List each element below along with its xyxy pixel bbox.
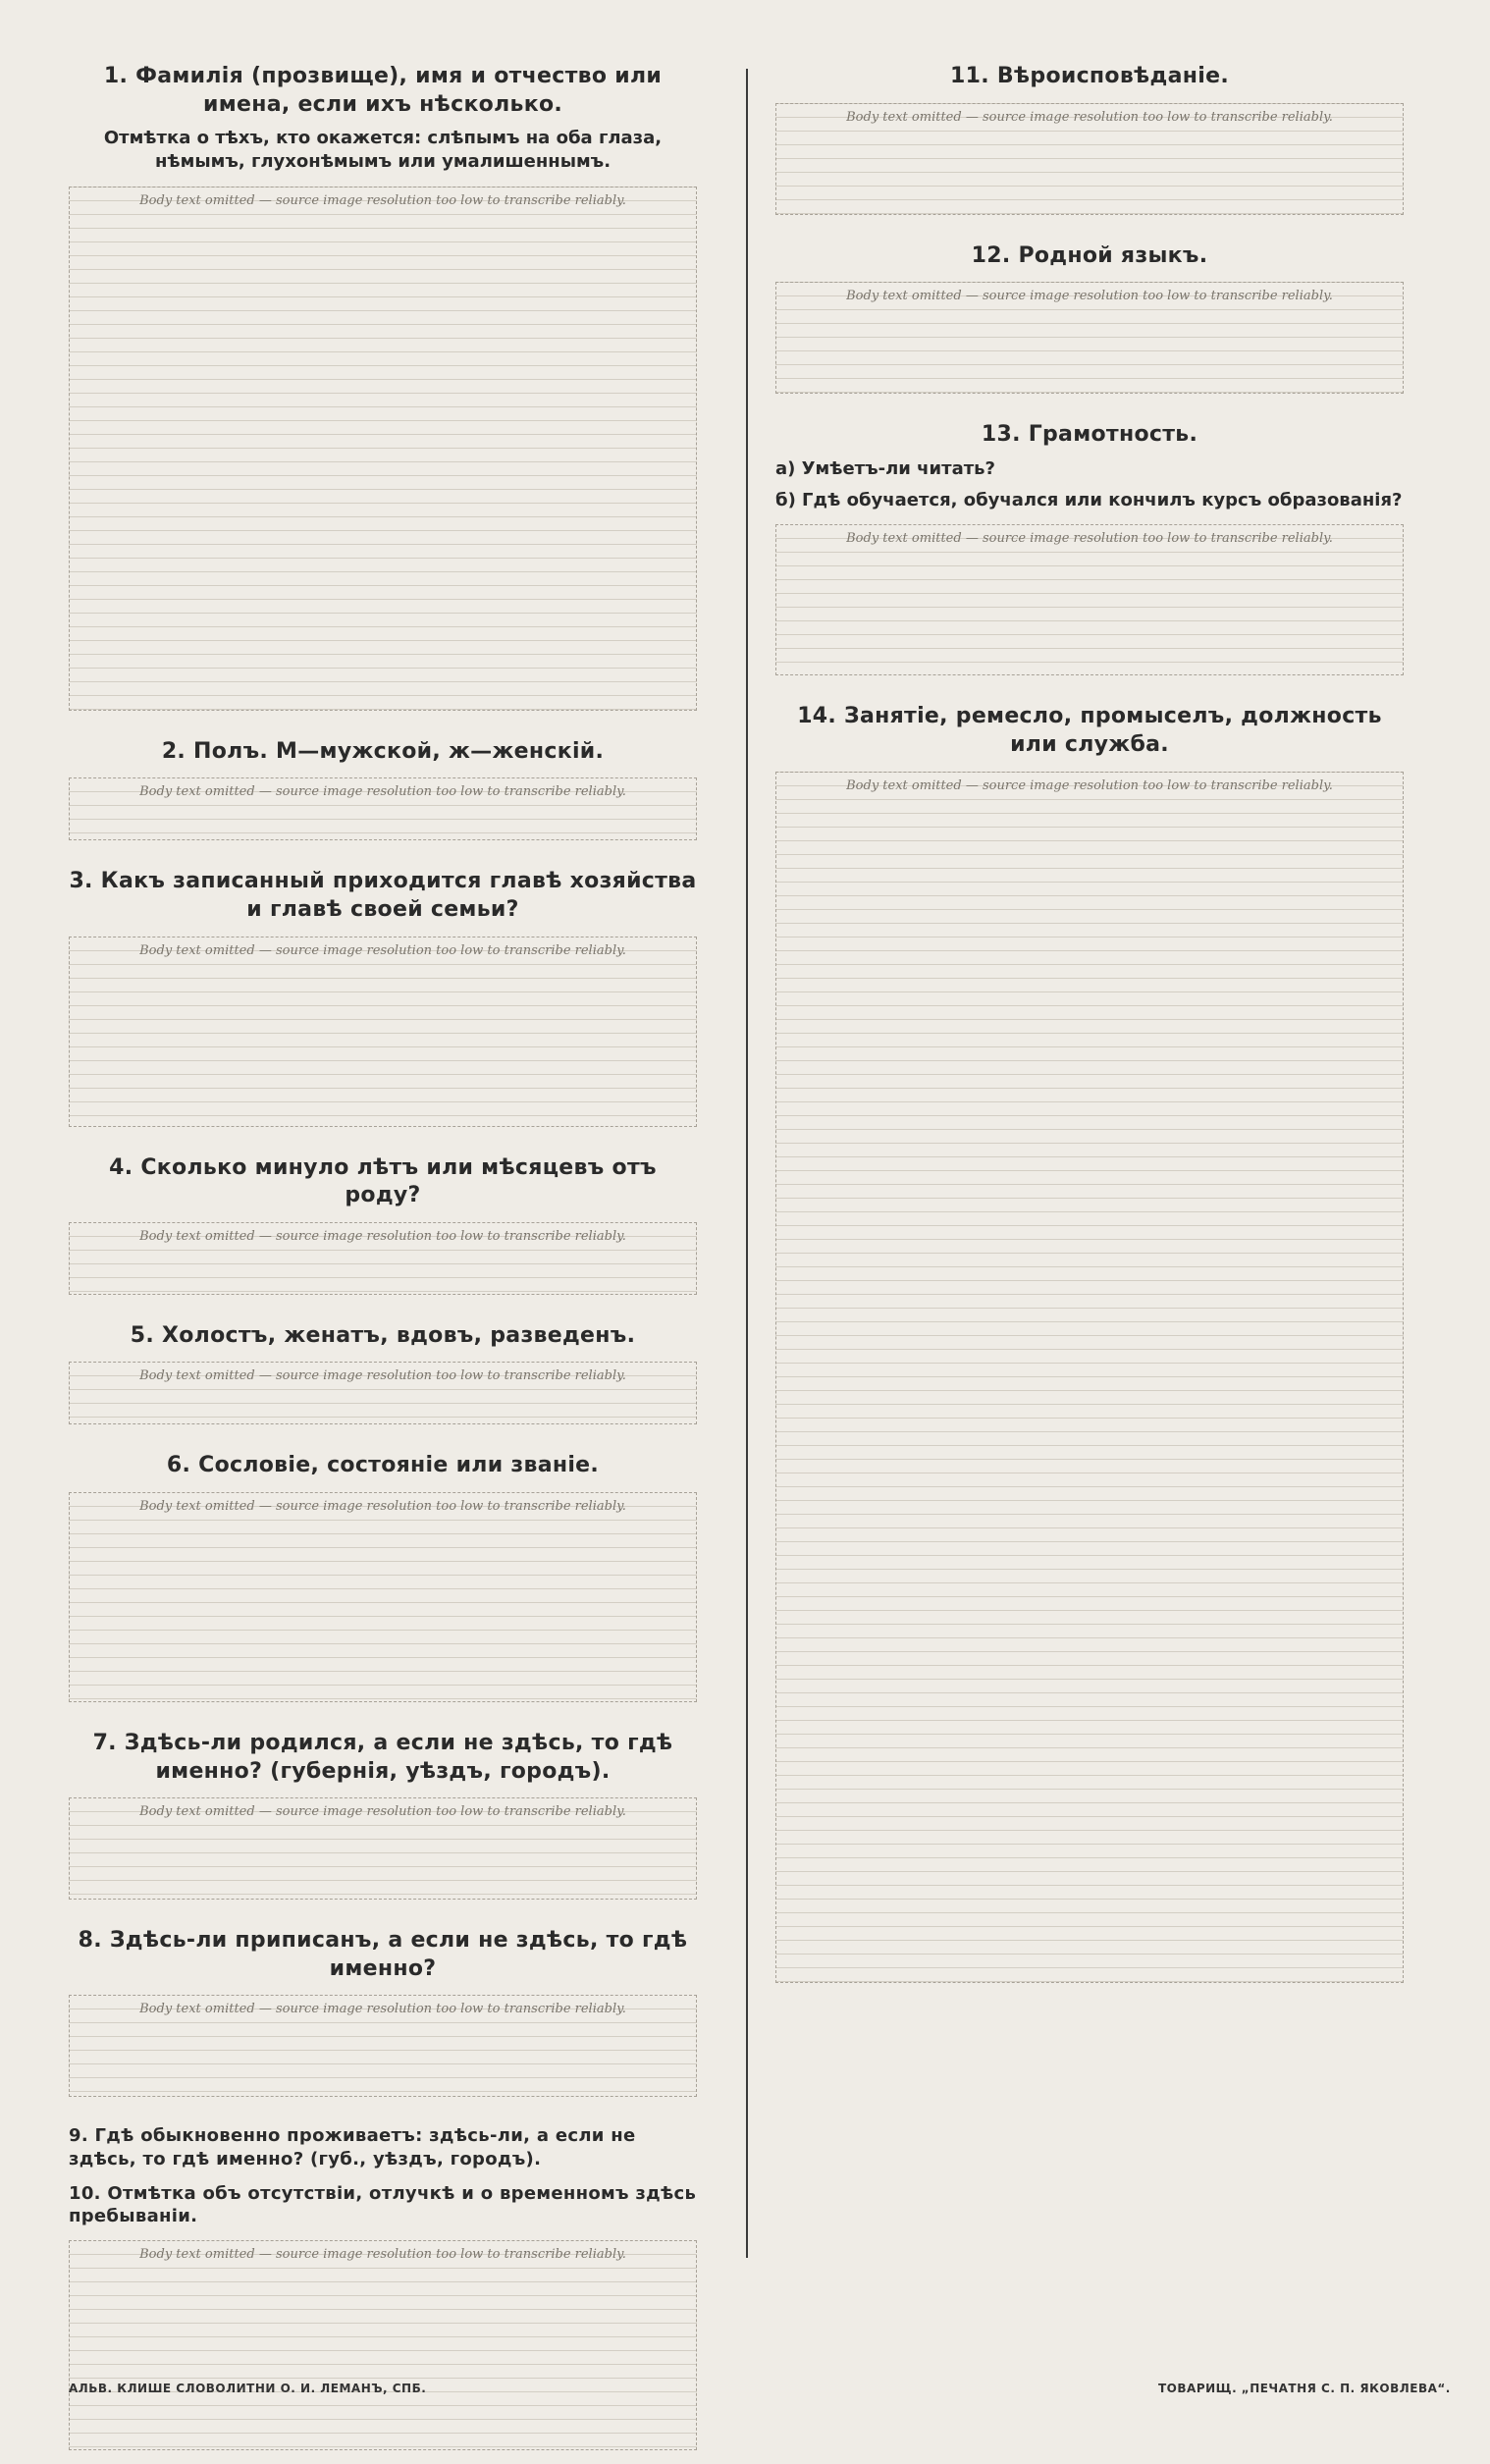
section-6-heading: 6. Сословіе, состояніе или званіе.: [166, 1453, 600, 1478]
section-9-10: [69, 2124, 697, 2450]
section-11: [775, 63, 1404, 215]
column-divider: [746, 69, 748, 2258]
section-12-heading: 12. Родной языкъ.: [971, 242, 1208, 268]
section-8: [69, 1927, 697, 2097]
section-4-heading: 4. Сколько минуло лѣтъ или мѣсяцевъ отъ роду?: [109, 1154, 657, 1208]
section-5-body-placeholder: Body text omitted — source image resolution too low to transcribe reliably.: [69, 1362, 697, 1424]
section-12: [775, 242, 1404, 395]
section-2: [69, 738, 697, 841]
section-1: [69, 63, 697, 711]
section-1-heading: 1. Фамилія (прозвище), имя и отчество или имена, если ихъ нѣсколько.: [103, 64, 663, 117]
section-11-heading: 11. Вѣроисповѣданіе.: [950, 64, 1229, 88]
section-13-sub-a: а) Умѣетъ-ли читать?: [775, 457, 995, 479]
section-4: [69, 1154, 697, 1295]
section-7-body-placeholder: Body text omitted — source image resolution too low to transcribe reliably.: [69, 1797, 697, 1900]
section-5-heading: 5. Холостъ, женатъ, вдовъ, разведенъ.: [130, 1322, 636, 1348]
section-7-heading: 7. Здѣсь-ли родился, а если не здѣсь, то гдѣ именно? (губернія, уѣздъ, городъ).: [92, 1730, 673, 1784]
section-7: [69, 1730, 697, 1900]
section-3-heading: 3. Какъ записанный приходится главѣ хозяйства и главѣ своей семьи?: [69, 869, 697, 922]
section-3: [69, 868, 697, 1126]
section-2-body-placeholder: Body text omitted — source image resolution too low to transcribe reliably.: [69, 777, 697, 840]
section-8-body-placeholder: Body text omitted — source image resolution too low to transcribe reliably.: [69, 1995, 697, 2097]
section-6: [69, 1452, 697, 1702]
printer-credit-right: ТОВАРИЩ. „ПЕЧАТНЯ С. П. ЯКОВЛЕВА“.: [1158, 2382, 1451, 2395]
section-13-sub-b: б) Гдѣ обучается, обучался или кончилъ курсъ образованія?: [775, 490, 1403, 511]
section-4-body-placeholder: Body text omitted — source image resolution too low to transcribe reliably.: [69, 1222, 697, 1295]
section-13-body-placeholder: Body text omitted — source image resolution too low to transcribe reliably.: [775, 524, 1404, 675]
section-10-heading: 10. Отмѣтка объ отсутствіи, отлучкѣ и о временномъ здѣсь пребываніи.: [69, 2183, 697, 2227]
section-14: [775, 703, 1404, 1982]
section-9-heading: 9. Гдѣ обыкновенно проживаетъ: здѣсь-ли, а если не здѣсь, то гдѣ именно? (губ., уѣздъ, городъ).: [69, 2125, 636, 2169]
section-2-heading: 2. Полъ. М—мужской, ж—женскій.: [161, 738, 605, 764]
left-column: [69, 63, 697, 2464]
printer-credit-left: АЛЬВ. КЛИШЕ СЛОВОЛИТНИ О. И. ЛЕМАНЪ, СПБ.: [69, 2382, 427, 2395]
section-14-body-placeholder: Body text omitted — source image resolution too low to transcribe reliably.: [775, 772, 1404, 1983]
right-column: [775, 63, 1404, 2010]
section-6-body-placeholder: Body text omitted — source image resolution too low to transcribe reliably.: [69, 1492, 697, 1702]
section-1-body-placeholder: Body text omitted — source image resolution too low to transcribe reliably.: [69, 187, 697, 711]
section-3-body-placeholder: Body text omitted — source image resolution too low to transcribe reliably.: [69, 937, 697, 1127]
section-13-heading: 13. Грамотность.: [981, 422, 1198, 448]
section-13: [775, 421, 1404, 675]
section-1-subheading: Отмѣтка о тѣхъ, кто окажется: слѣпымъ на оба глаза, нѣмымъ, глухонѣмымъ или умалишеннымъ.: [103, 128, 663, 173]
section-12-body-placeholder: Body text omitted — source image resolution too low to transcribe reliably.: [775, 282, 1404, 394]
section-8-heading: 8. Здѣсь-ли приписанъ, а если не здѣсь, то гдѣ именно?: [78, 1928, 688, 1981]
section-14-heading: 14. Занятіе, ремесло, промыселъ, должность или служба.: [797, 704, 1382, 757]
section-5: [69, 1322, 697, 1425]
section-11-body-placeholder: Body text omitted — source image resolution too low to transcribe reliably.: [775, 103, 1404, 215]
section-9-10-body-placeholder: Body text omitted — source image resolution too low to transcribe reliably.: [69, 2240, 697, 2450]
